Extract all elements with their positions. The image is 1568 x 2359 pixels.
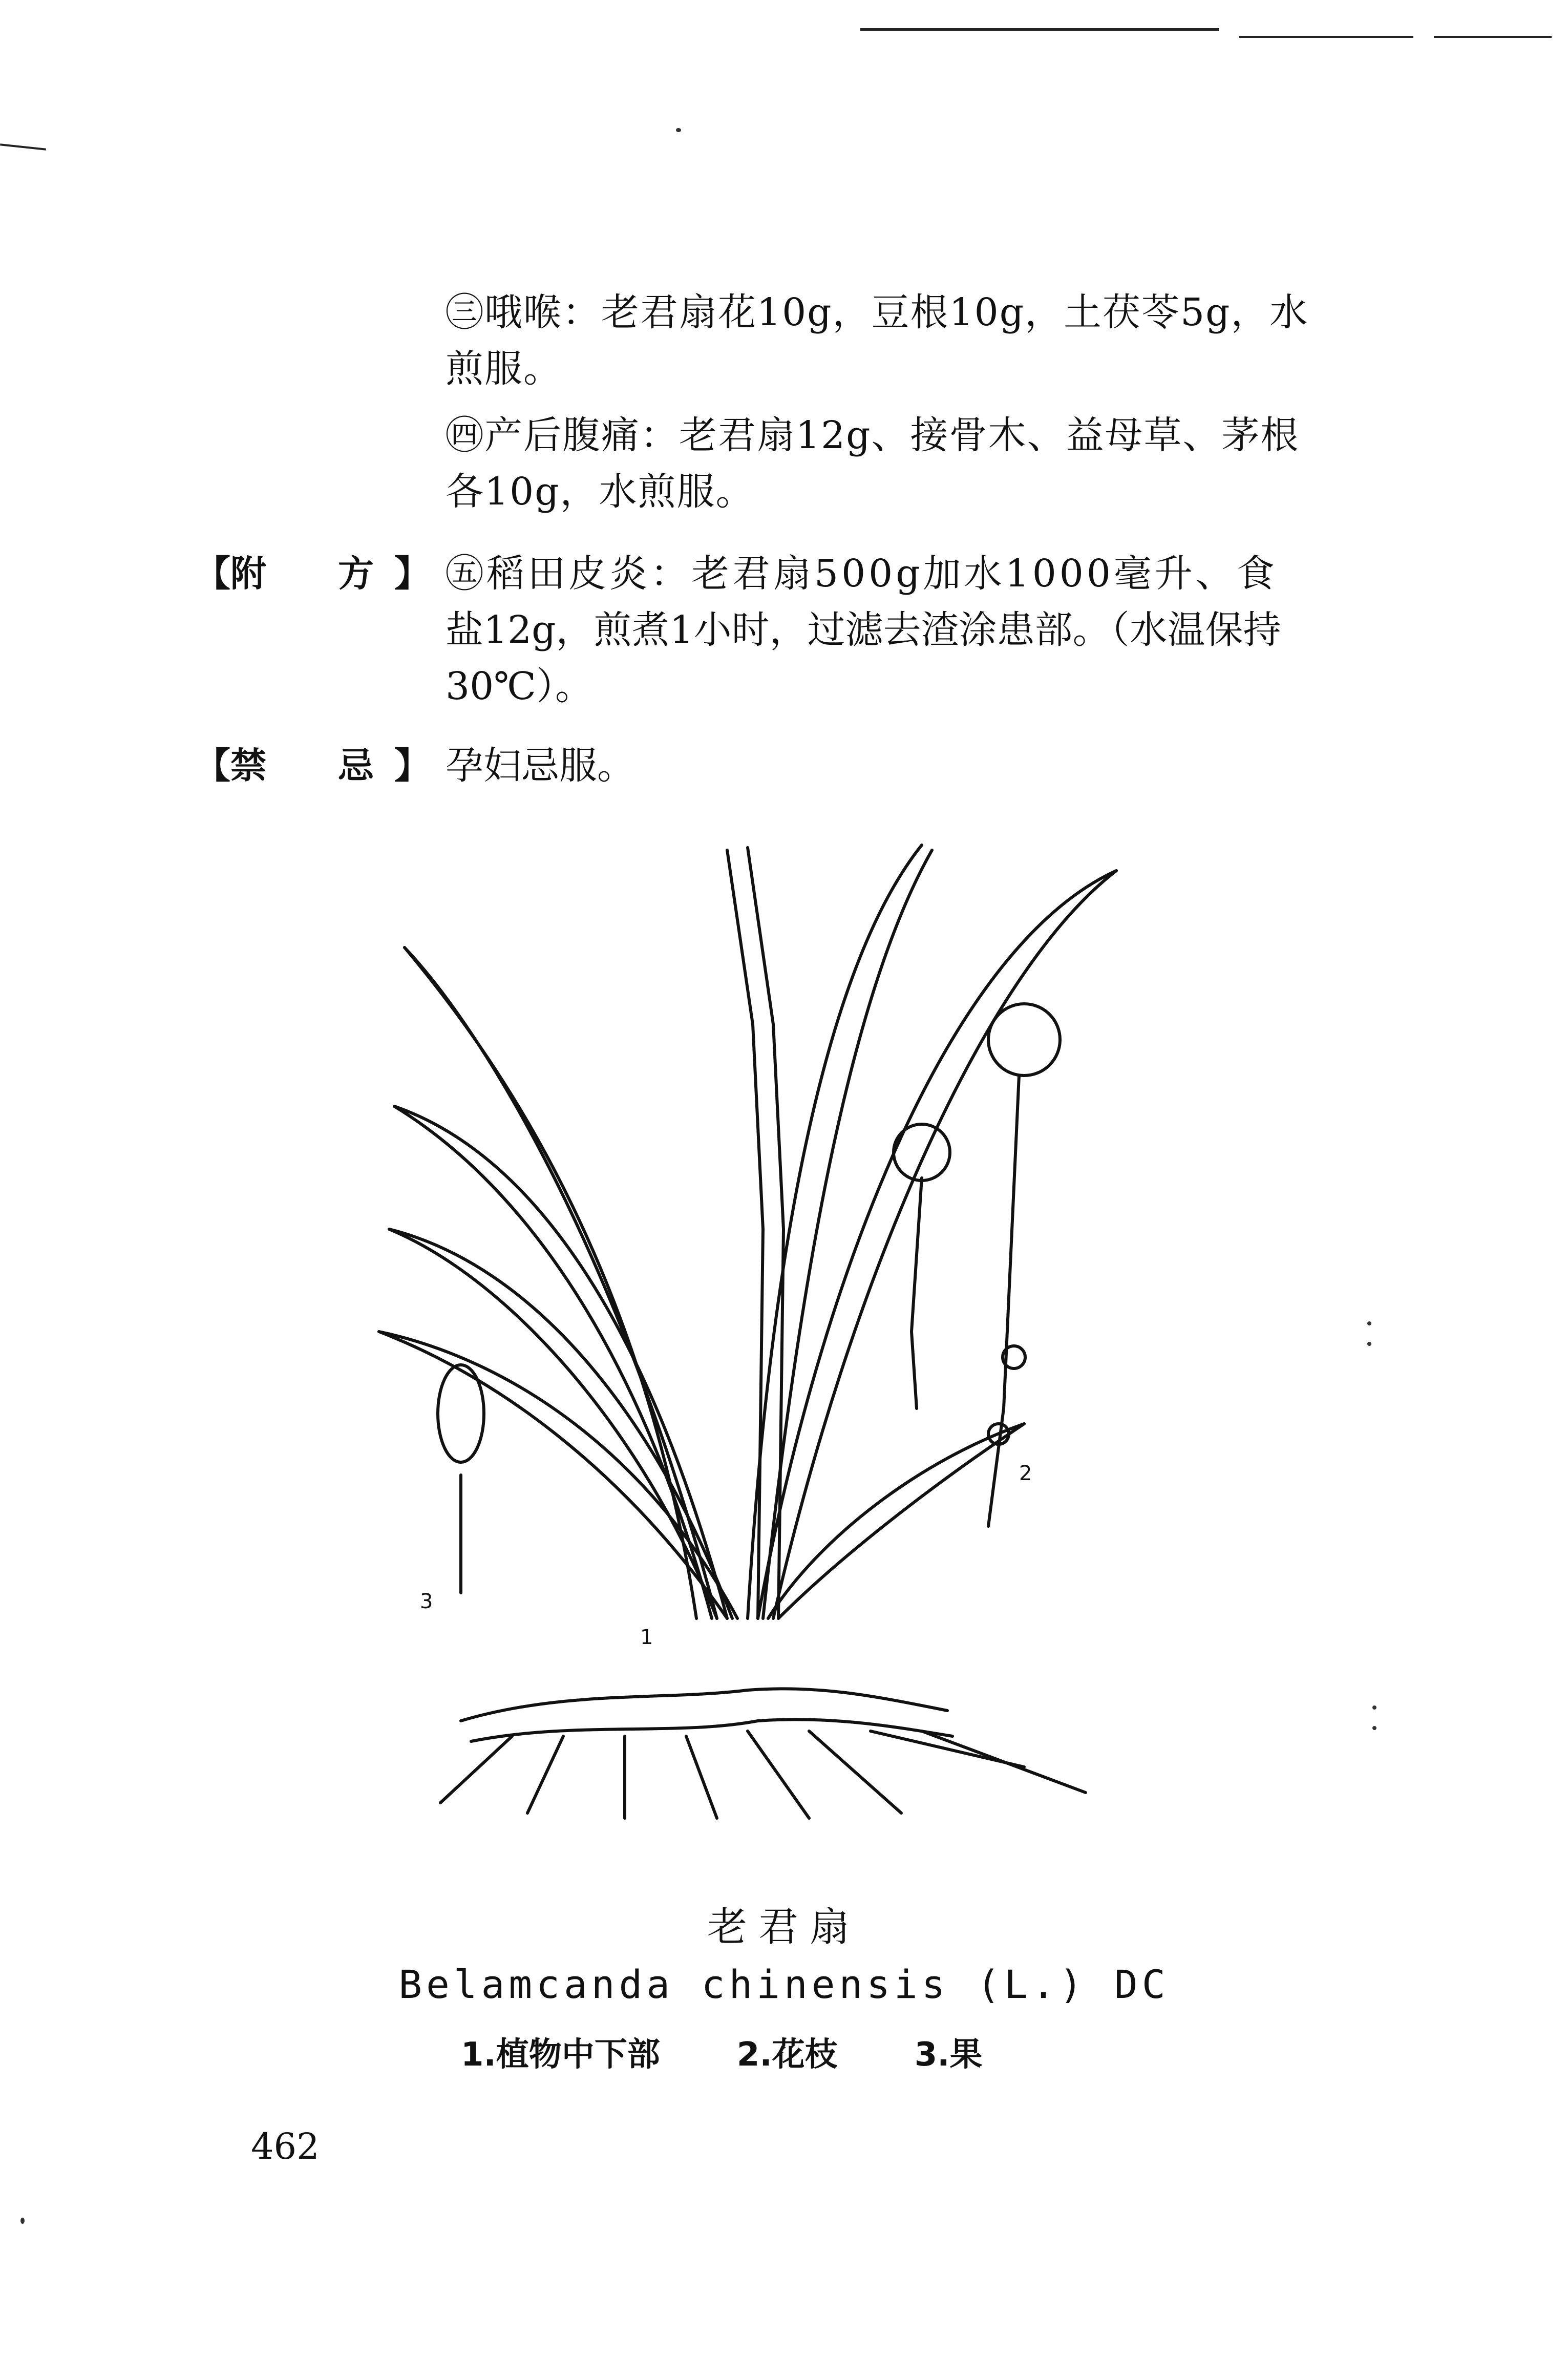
root-1 [440, 1736, 512, 1803]
section-body-contraindication [446, 738, 1418, 794]
scan-speck [1367, 1321, 1371, 1325]
prescription-line-1: ㊄稻田皮炎：老君扇500g加水1000毫升、食 [446, 552, 1278, 596]
flower-1 [988, 1004, 1060, 1076]
caption-part-2: 2.花枝 [736, 2036, 838, 2074]
paragraph-4-line-1: ㊃产后腹痛：老君扇12g、接骨木、益母草、茅根 [446, 413, 1300, 457]
leaf-1 [405, 947, 696, 1618]
leaf-3-edge [389, 1229, 732, 1618]
stem [727, 850, 763, 1618]
plant-illustration [358, 819, 1157, 1823]
page-number: 462 [251, 2125, 320, 2167]
section-label-text: 附 方 [230, 553, 374, 595]
paragraph-3-line-1: ㊂哦喉：老君扇花10g，豆根10g，土茯苓5g，水 [446, 290, 1309, 334]
caption-parts [461, 2028, 1127, 2075]
figure-label-2: 2 [1019, 1462, 1032, 1485]
leaf-7 [768, 1424, 1024, 1618]
stem-edge [748, 848, 783, 1618]
flower-stalk [988, 1076, 1019, 1526]
section-label-text: 禁 忌 [230, 745, 374, 787]
leaf-6 [758, 871, 1116, 1618]
left-mark [0, 143, 46, 150]
bracket-open: 【 [195, 745, 230, 787]
rhizome [461, 1689, 947, 1721]
root-5 [748, 1731, 809, 1818]
scan-speck [1372, 1705, 1376, 1710]
top-rule-1 [860, 28, 1219, 31]
leaf-5 [748, 845, 922, 1618]
section-body-prescription [446, 545, 1418, 714]
figure-label-3: 3 [420, 1590, 433, 1613]
flower-stalk-2 [912, 1178, 922, 1408]
figure-label-1: 1 [640, 1626, 653, 1649]
root-2 [527, 1736, 563, 1813]
root-6 [809, 1731, 901, 1813]
root-4 [686, 1736, 717, 1818]
paragraph-4-line-2: 各10g，水煎服。 [446, 470, 755, 514]
caption-part-1: 1.植物中下部 [461, 2036, 660, 2074]
contraindication-line-1: 孕妇忌服。 [446, 744, 635, 788]
fruit-capsule [438, 1365, 484, 1462]
prescription-line-2: 盐12g，煎煮1小时，过滤去渣涂患部。（水温保持 [446, 608, 1281, 652]
caption-part-3: 3.果 [914, 2036, 983, 2074]
body-text [446, 284, 1418, 520]
bracket-close: 】 [394, 745, 430, 787]
bracket-close: 】 [394, 553, 430, 595]
caption-latin-name: Belamcanda chinensis (L.) DC [398, 1962, 1170, 2007]
scan-speck [20, 2218, 25, 2224]
scan-speck [676, 128, 681, 132]
top-rule-2 [1239, 36, 1413, 38]
caption-chinese-name: 老君扇 [707, 1904, 861, 1950]
leaf-6-edge [773, 871, 1116, 1618]
top-rule-3 [1434, 36, 1552, 38]
scan-speck [1372, 1726, 1376, 1730]
rhizome-lower [471, 1719, 952, 1741]
bracket-open: 【 [195, 553, 230, 595]
scan-speck [1367, 1342, 1371, 1346]
leaf-2 [394, 1106, 712, 1618]
prescription-line-3: 30℃）。 [446, 664, 593, 708]
root-8 [922, 1731, 1086, 1793]
flower-2 [894, 1124, 950, 1181]
paragraph-3-line-2: 煎服。 [446, 347, 562, 391]
